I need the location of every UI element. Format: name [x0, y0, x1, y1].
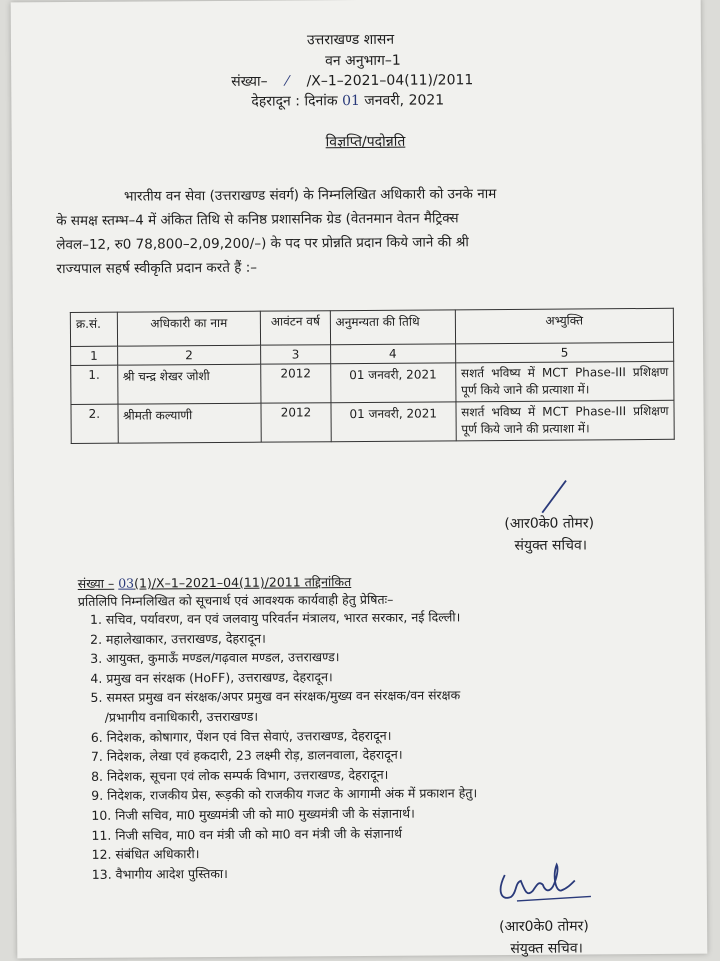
- signatory-designation-2: संयुक्त सचिव।: [510, 940, 583, 957]
- copy-intro: प्रतिलिपि निम्नलिखित को सूचनार्थ एवं आवश्यक कार्यवाही हेतु प्रेषितः–: [77, 591, 394, 609]
- reference-label: संख्या–: [231, 73, 268, 90]
- body-paragraph: [56, 181, 667, 281]
- column-number: 2: [117, 345, 261, 365]
- header-cell: अधिकारी का नाम: [117, 311, 261, 346]
- body-line: राज्यपाल सहर्ष स्वीकृति प्रदान करते हैं :–: [56, 259, 258, 278]
- list-item: 4. प्रमुख वन संरक्षक (HoFF), उत्तराखण्ड, देहरादून।: [90, 668, 333, 686]
- column-number: 3: [261, 345, 330, 364]
- column-number: 1: [71, 346, 118, 365]
- date-rest: जनवरी, 2021: [364, 92, 445, 109]
- row-remark: सशर्त भविष्य में MCT Phase-III प्रशिक्षण पूर्ण किये जाने की प्रत्याशा में।: [455, 361, 674, 402]
- place-date-prefix: देहरादून : दिनांक: [251, 93, 338, 110]
- column-number: 4: [330, 344, 455, 364]
- signature-stroke: [534, 476, 574, 516]
- body-line: भारतीय वन सेवा (उत्तराखण्ड संवर्ग) के निम्नलिखित अधिकारी को उनके नाम: [123, 186, 497, 205]
- list-item: 11. निजी सचिव, मा0 वन मंत्री जी को मा0 वन मंत्री जी के संज्ञानार्थ: [91, 825, 402, 843]
- body-line: के समक्ष स्तम्भ–4 में अंकित तिथि से कनिष्ठ प्रशासनिक ग्रेड (वेतनमान वेतन मैट्रिक्स: [56, 210, 459, 230]
- document-page: [11, 0, 708, 958]
- table-header-row: [70, 308, 673, 346]
- table-row: [71, 361, 674, 404]
- issue-date: [251, 90, 444, 110]
- notice-title: विज्ञप्ति/पदोन्नति: [325, 133, 406, 151]
- signatory-name-2: (आर0के0 तोमर): [499, 918, 589, 936]
- list-item: 13. वैभागीय आदेश पुस्तिका।: [91, 865, 228, 882]
- handwritten-stroke: ⁄: [285, 73, 289, 90]
- body-line: लेवल–12, रु0 78,800–2,09,200/–) के पद पर प्रोन्नति प्रदान किये जाने की श्री: [56, 234, 469, 254]
- distribution-list: [90, 607, 478, 884]
- list-item: 3. आयुक्त, कुमाऊँ मण्डल/गढ़वाल मण्डल, उत्तराखण्ड।: [90, 649, 340, 667]
- date-day: 01: [342, 92, 360, 110]
- header-cell: अनुमन्यता की तिथि: [330, 310, 455, 345]
- promotion-table: [70, 308, 675, 444]
- list-item: 6. निदेशक, कोषागार, पेंशन एवं वित्त सेवाएं, उत्तराखण्ड, देहरादून।: [90, 727, 392, 745]
- list-item: 7. निदेशक, लेखा एवं हकदारी, 23 लक्ष्मी रोड़, डालनवाला, देहरादून।: [90, 746, 403, 765]
- row-date: 01 जनवरी, 2021: [331, 402, 456, 442]
- row-sn: 1.: [71, 365, 118, 404]
- list-item: 2. महालेखाकार, उत्तराखण्ड, देहरादून।: [90, 630, 266, 647]
- row-date: 01 जनवरी, 2021: [330, 363, 455, 403]
- copy-reference: [78, 573, 352, 592]
- list-item: 10. निजी सचिव, मा0 मुख्यमंत्री जी को मा0 मुख्यमंत्री जी के संज्ञानार्थ।: [91, 805, 415, 823]
- copy-number-label: संख्या –: [77, 575, 115, 591]
- list-item: 1. सचिव, पर्यावरण, वन एवं जलवायु परिवर्तन मंत्रालय, भारत सरकार, नई दिल्ली।: [89, 609, 461, 627]
- signatory-name: (आर0के0 तोमर): [504, 515, 595, 532]
- list-item: /प्रभागीय वनाधिकारी, उत्तराखण्ड।: [104, 708, 259, 725]
- row-remark: सशर्त भविष्य में MCT Phase-III प्रशिक्षण पूर्ण किये जाने की प्रत्याशा में।: [456, 400, 675, 441]
- row-name: श्रीमती कल्याणी: [118, 403, 262, 443]
- header-cell: अभ्युक्ति: [455, 308, 673, 344]
- list-item: 9. निदेशक, राजकीय प्रेस, रूड़की को राजकीय गजट के आगामी अंक में प्रकाशन हेतु।: [91, 785, 478, 804]
- copy-number-rest: (1)/X–1–2021–04(11)/2011 तद्दिनांकित: [134, 574, 352, 591]
- reference-value: /X–1–2021–04(11)/2011: [306, 72, 474, 90]
- handwritten-signature: [487, 860, 597, 907]
- list-item: 5. समस्त प्रमुख वन संरक्षक/अपर प्रमुख वन संरक्षक/मुख्य वन संरक्षक/वन संरक्षक: [90, 687, 461, 706]
- header-cell: आवंटन वर्ष: [261, 311, 331, 345]
- govt-name: उत्तराखण्ड शासन: [306, 31, 395, 49]
- signatory-designation: संयुक्त सचिव।: [514, 537, 588, 554]
- row-sn: 2.: [71, 404, 118, 443]
- row-name: श्री चन्द्र शेखर जोशी: [117, 364, 261, 404]
- column-number: 5: [455, 342, 673, 363]
- reference-number: [231, 70, 473, 91]
- row-year: 2012: [261, 364, 331, 403]
- list-item: 12. संबंधित अधिकारी।: [91, 846, 200, 863]
- list-item: 8. निदेशक, सूचना एवं लोक सम्पर्क विभाग, उत्तराखण्ड, देहरादून।: [91, 766, 389, 784]
- table-row: [71, 400, 674, 443]
- row-year: 2012: [261, 403, 331, 442]
- header-cell: क्र.सं.: [70, 312, 117, 346]
- copy-number-hand: 03: [118, 575, 135, 591]
- section-name: वन अनुभाग–1: [325, 52, 401, 70]
